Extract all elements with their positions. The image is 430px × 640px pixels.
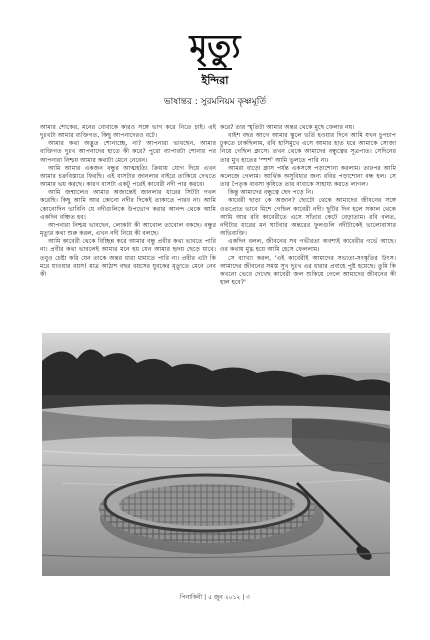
paragraph: করে? তার স্মৃতিটা আমার অন্তর থেকে মুছে ফেলার নয়।: [220, 124, 355, 131]
paragraph: সে ব্যাখ্যা করল, 'এই কাবেরীই আমাদের সভ্যতা-সংস্কৃতির উৎস। আমাদের জীবনের সমস্ত সুখ দুঃখ এর ধারার প্রবাহে পুষ্ট হয়েছে। তুমি কি কখনো ভেবে দেখেছ কাবেরী জল শুকিয়ে গেলে আমাদের জীবনের কী হাল হবে?': [220, 254, 396, 286]
title-underline: [198, 68, 232, 70]
right-text-column: [220, 124, 396, 287]
translator-credit: ভাষান্তর : সুরমনিয়ম কৃষ্ণমূর্তি: [163, 97, 267, 107]
article-title: মৃত্যু: [189, 27, 241, 65]
paragraph: আমি আমার একজন বন্ধুর আত্মহত্যি ক্রিয়ায় যোগ দিয়ে এখন আমার চক্রবিস্তারে ফিরছি। এই বাসটার জানলার বাইরে তাকিয়ে দেখতে আমার ভয় করছে। কারণ বাসটা একটু পরেই কাবেরী নদী পার করবে।: [40, 164, 216, 189]
photo-illustration: [42, 333, 390, 576]
paragraph: কিন্তু আমাদের বন্ধুত্বে ছেদ পড়ে নি।: [228, 189, 314, 197]
page-footer: পিনাকিনী | ৫ জুন ২০১২ | ৩: [179, 594, 251, 601]
paragraph: আমরা বাড়ো ক্লাস পর্যন্ত একসঙ্গে পড়াশোনা করলাম। তারপর আমি কলেজে গেলাম। আর্থিক অসুবিধার জন্য রবির পড়াশোনা বন্ধ হল। সে তার পৈতৃক ব্যবসা কৃষিতে তার বাবাকে সাহায্য করতে লাগল।: [220, 164, 396, 189]
paragraph: বাইশ বছর আগে আমার স্কুলে ভর্তি হওয়ার দিনে আমি যখন চুপচাপ ঢুকতে ঢাকছিলাম, রবি হাসিমুখে এসে আমার হাত ধরে আমাকে সোজা নিয়ে গেছিল ক্লাসে। তখন থেকে আমাদের বন্ধুত্বের সূত্রপাত। সেদিনের তার মুখ হাতের 'স্পর্শ' আমি ভুলতে পারি না।: [220, 132, 396, 164]
paragraph: আমার শোকের, মনের বোবাকে কারও সঙ্গে ভাগ করে নিতে চাই। এই দুঃখটা আমার ব্যক্তিগত, কিছু আপনাদেরও বটে।: [40, 124, 216, 140]
paragraph: আপনারা নিশ্চয় ভাবছেন, লোকটা কী আবোল তাবোল বকছে। বন্ধুর মৃত্যুর কথা শুরু করল, এখন নদী নিয়ে কী বলছে।: [40, 221, 216, 238]
paragraph: একদিন বলল, জীবনের সব গভীরতা অবশ্যই কাবেরীর গর্ভে আছে। ওর কথায় মুগ্ধ হয়ে আমি হেসে ফেললাম।: [220, 238, 396, 254]
river-coracle-photo: [42, 333, 390, 576]
left-text-column: [40, 124, 216, 279]
paragraph: আমি কাবেরী থেকে বিচ্ছিন্ন করে আমার বন্ধু প্রবীর কথা ভাবতে পারি না। প্রবীর কথা ভাবলেই আমার মনে হয় যেন আমার হৃদয় ছেড়ে যাবে। তবুও চেষ্টা করি যেন তাকে অন্তর ধারা ধামাতে পারি না। প্রবীর এটা কি মরে যাওয়ার বয়স! মাত্র আঠাশ বছর বয়সের যুবকের মৃত্যুতে মেনে নেব কী: [40, 238, 216, 278]
paragraph: আমি জন্মালেও আমার অজান্তেই জানলার ধারের সিটটা দখল করেছি। কিছু আমি আর কোনো নদীর দিকেই তাকাতে পারব না। আমি কোনোদিন ভাবিনি যে নদীগুলিকে উপভোগ করার আনন্দ থেকে আমি একদিন বঞ্চিত হব।: [40, 189, 216, 221]
article-author: ইন্দিরা: [201, 74, 229, 87]
paragraph: কাবেরী ছাড়া কে অজান? ছোটো থেকে আমাদের জীবনের সঙ্গে ওতপ্রোত ভাবে মিশে গেছিল কাবেরী নদী। ছুটির দিন হলে সকাল থেকে আমি আর রবি কাবেরীতে এসে সাঁতার কেটে বেড়াতাম। রবি বলত, নদীটার ধারের মন ঘাটবার অন্তরের ফুলগুলি নদীটাকেই ভালোবাসার অভিব্যক্তি।: [220, 197, 396, 238]
paragraph: আমার কথা অদ্ভুত শোনাচ্ছে, না? আপনারা ভাবছেন, আমার ব্যক্তিগত দুঃখ আপনাদের হাতে কী করে? পুরো ব্যাপারটা শোনার পর আপনারা নিশ্চয় আমার কথাটা মেনে নেবেন।: [40, 140, 216, 164]
